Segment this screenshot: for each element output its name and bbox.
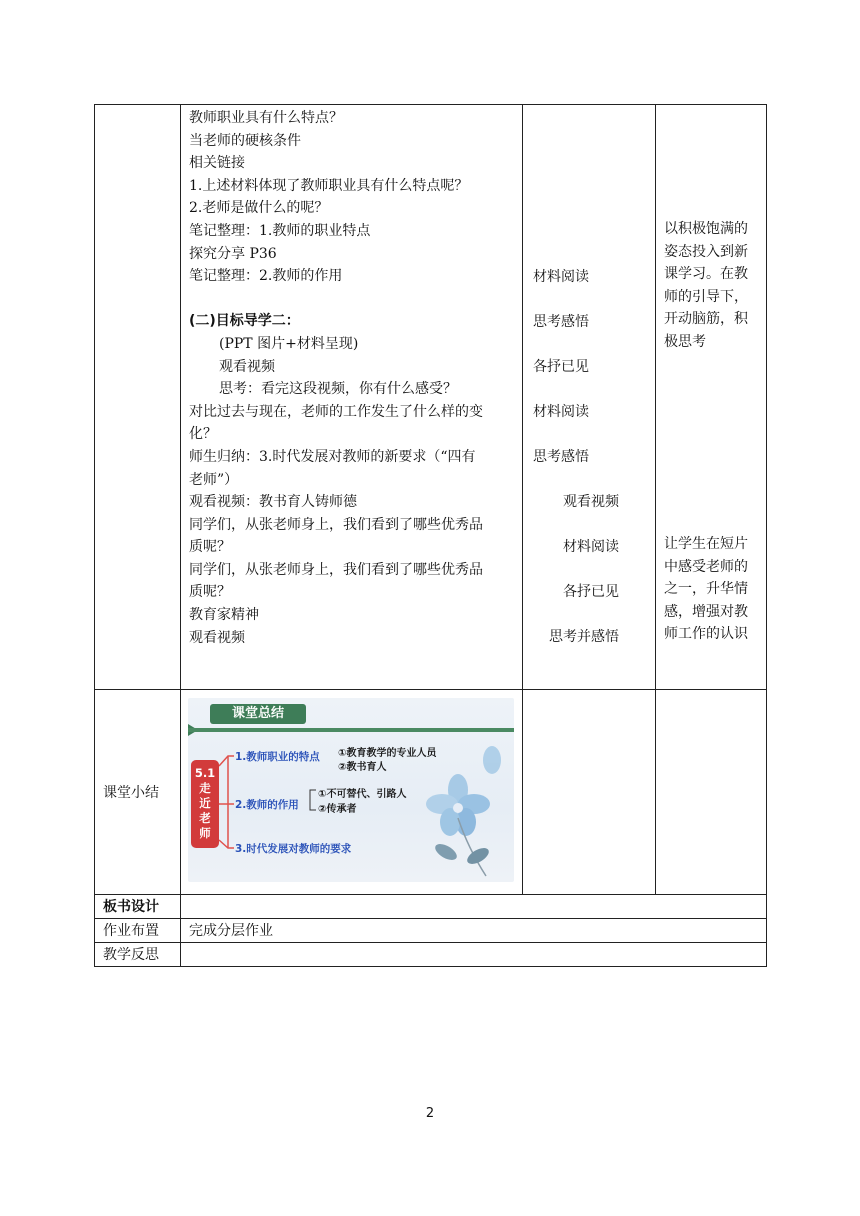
content-line: 观看视频：教书育人铸师德 xyxy=(189,494,357,511)
content-line: 2.老师是做什么的呢？ xyxy=(189,200,329,217)
summary-slide-cell xyxy=(181,690,523,895)
activity-item: 材料阅读 xyxy=(533,404,589,420)
content-line: 探究分享 P36 xyxy=(189,245,277,262)
reflection-row xyxy=(95,943,767,967)
banner-bar xyxy=(188,728,514,732)
activity-item: 材料阅读 xyxy=(533,269,589,285)
content-line: 笔记整理：2.教师的作用 xyxy=(189,268,343,285)
content-line: 笔记整理：1.教师的职业特点 xyxy=(189,222,371,239)
reflection-label: 教学反思 xyxy=(95,943,181,967)
content-line: 质呢？ xyxy=(189,539,231,556)
teaching-content-cell xyxy=(181,105,523,690)
branch-2-item: ②传承者 xyxy=(318,804,357,815)
activity-item: 思考并感悟 xyxy=(549,629,619,645)
homework-label: 作业布置 xyxy=(95,919,181,943)
homework-value: 完成分层作业 xyxy=(181,919,767,943)
content-line: 教师职业具有什么特点？ xyxy=(189,110,343,126)
activity-item: 思考感悟 xyxy=(533,449,589,465)
summary-row xyxy=(95,690,767,895)
design-intent-cell xyxy=(656,105,767,690)
student-activities xyxy=(523,105,655,689)
flower-decoration xyxy=(426,746,501,876)
content-line: 质呢？ xyxy=(189,584,231,601)
content-line: 当老师的硬核条件 xyxy=(189,132,301,149)
slide-banner: 课堂总结 xyxy=(210,704,306,724)
teaching-process-row xyxy=(95,105,767,690)
intent-line: 姿态投入到新 xyxy=(664,243,748,260)
intent-line: 开动脑筋，积 xyxy=(664,311,748,327)
content-line: 1.上述材料体现了教师职业具有什么特点呢？ xyxy=(189,177,469,194)
summary-slide-image xyxy=(188,698,514,882)
teaching-content xyxy=(181,105,522,689)
activity-item: 各抒已见 xyxy=(533,359,589,375)
intent-line: 感，增强对教 xyxy=(664,603,748,620)
page-number: 2 xyxy=(425,1106,435,1121)
content-line: 相关链接 xyxy=(189,155,245,172)
content-line: 同学们，从张老师身上，我们看到了哪些优秀品 xyxy=(189,516,483,533)
design-intent xyxy=(656,105,766,646)
activity-item: 观看视频 xyxy=(563,494,619,510)
summary-intent-cell xyxy=(656,690,767,895)
activity-item: 材料阅读 xyxy=(563,539,619,555)
board-design-value xyxy=(181,895,767,919)
empty-label-cell xyxy=(95,105,181,690)
content-line: 观看视频 xyxy=(189,629,245,646)
student-activities-cell xyxy=(523,105,656,690)
content-line: 老师”） xyxy=(189,471,239,488)
content-line: 化？ xyxy=(189,426,217,443)
content-line xyxy=(189,288,522,311)
branch-2-item: ①不可替代、引路人 xyxy=(318,789,407,800)
content-line: 思考：看完这段视频，你有什么感受？ xyxy=(219,381,457,398)
content-line: 师生归纳：3.时代发展对教师的新要求（“四有 xyxy=(189,448,476,465)
branch-1-item: ②教书育人 xyxy=(338,762,387,773)
intent-line: 师工作的认识 xyxy=(664,626,748,642)
intent-line: 极思考 xyxy=(664,333,706,350)
reflection-value xyxy=(181,943,767,967)
intent-line: 中感受老师的 xyxy=(664,558,748,575)
activity-item: 各抒已见 xyxy=(563,584,619,600)
content-line: 观看视频 xyxy=(219,358,275,375)
intent-line: 课学习。在教 xyxy=(664,266,748,282)
activity-item: 思考感悟 xyxy=(533,314,589,330)
board-design-row xyxy=(95,895,767,919)
branch-1-item: ①教育教学的专业人员 xyxy=(338,748,437,759)
content-line: 同学们，从张老师身上，我们看到了哪些优秀品 xyxy=(189,561,483,578)
intent-line: 师的引导下， xyxy=(664,288,748,305)
intent-line: 之一，升华情 xyxy=(664,581,748,597)
section-heading: (二)目标导学二： xyxy=(189,313,300,330)
lesson-plan-table xyxy=(94,104,767,967)
chapter-tag: 5.1 走 近 老 师 xyxy=(191,760,219,848)
summary-activities-cell xyxy=(523,690,656,895)
branch-1: 1.教师职业的特点 xyxy=(235,751,320,763)
summary-label: 课堂小结 xyxy=(95,690,181,895)
homework-row xyxy=(95,919,767,943)
intent-line: 以积极饱满的 xyxy=(664,221,748,237)
content-line: 教育家精神 xyxy=(189,607,259,624)
branch-3: 3.时代发展对教师的要求 xyxy=(235,843,352,855)
intent-line: 让学生在短片 xyxy=(664,536,748,552)
branch-2: 2.教师的作用 xyxy=(235,799,299,811)
content-line: 对比过去与现在，老师的工作发生了什么样的变 xyxy=(189,403,483,420)
content-line: (PPT 图片+材料呈现) xyxy=(219,335,359,352)
board-design-label: 板书设计 xyxy=(95,895,181,919)
